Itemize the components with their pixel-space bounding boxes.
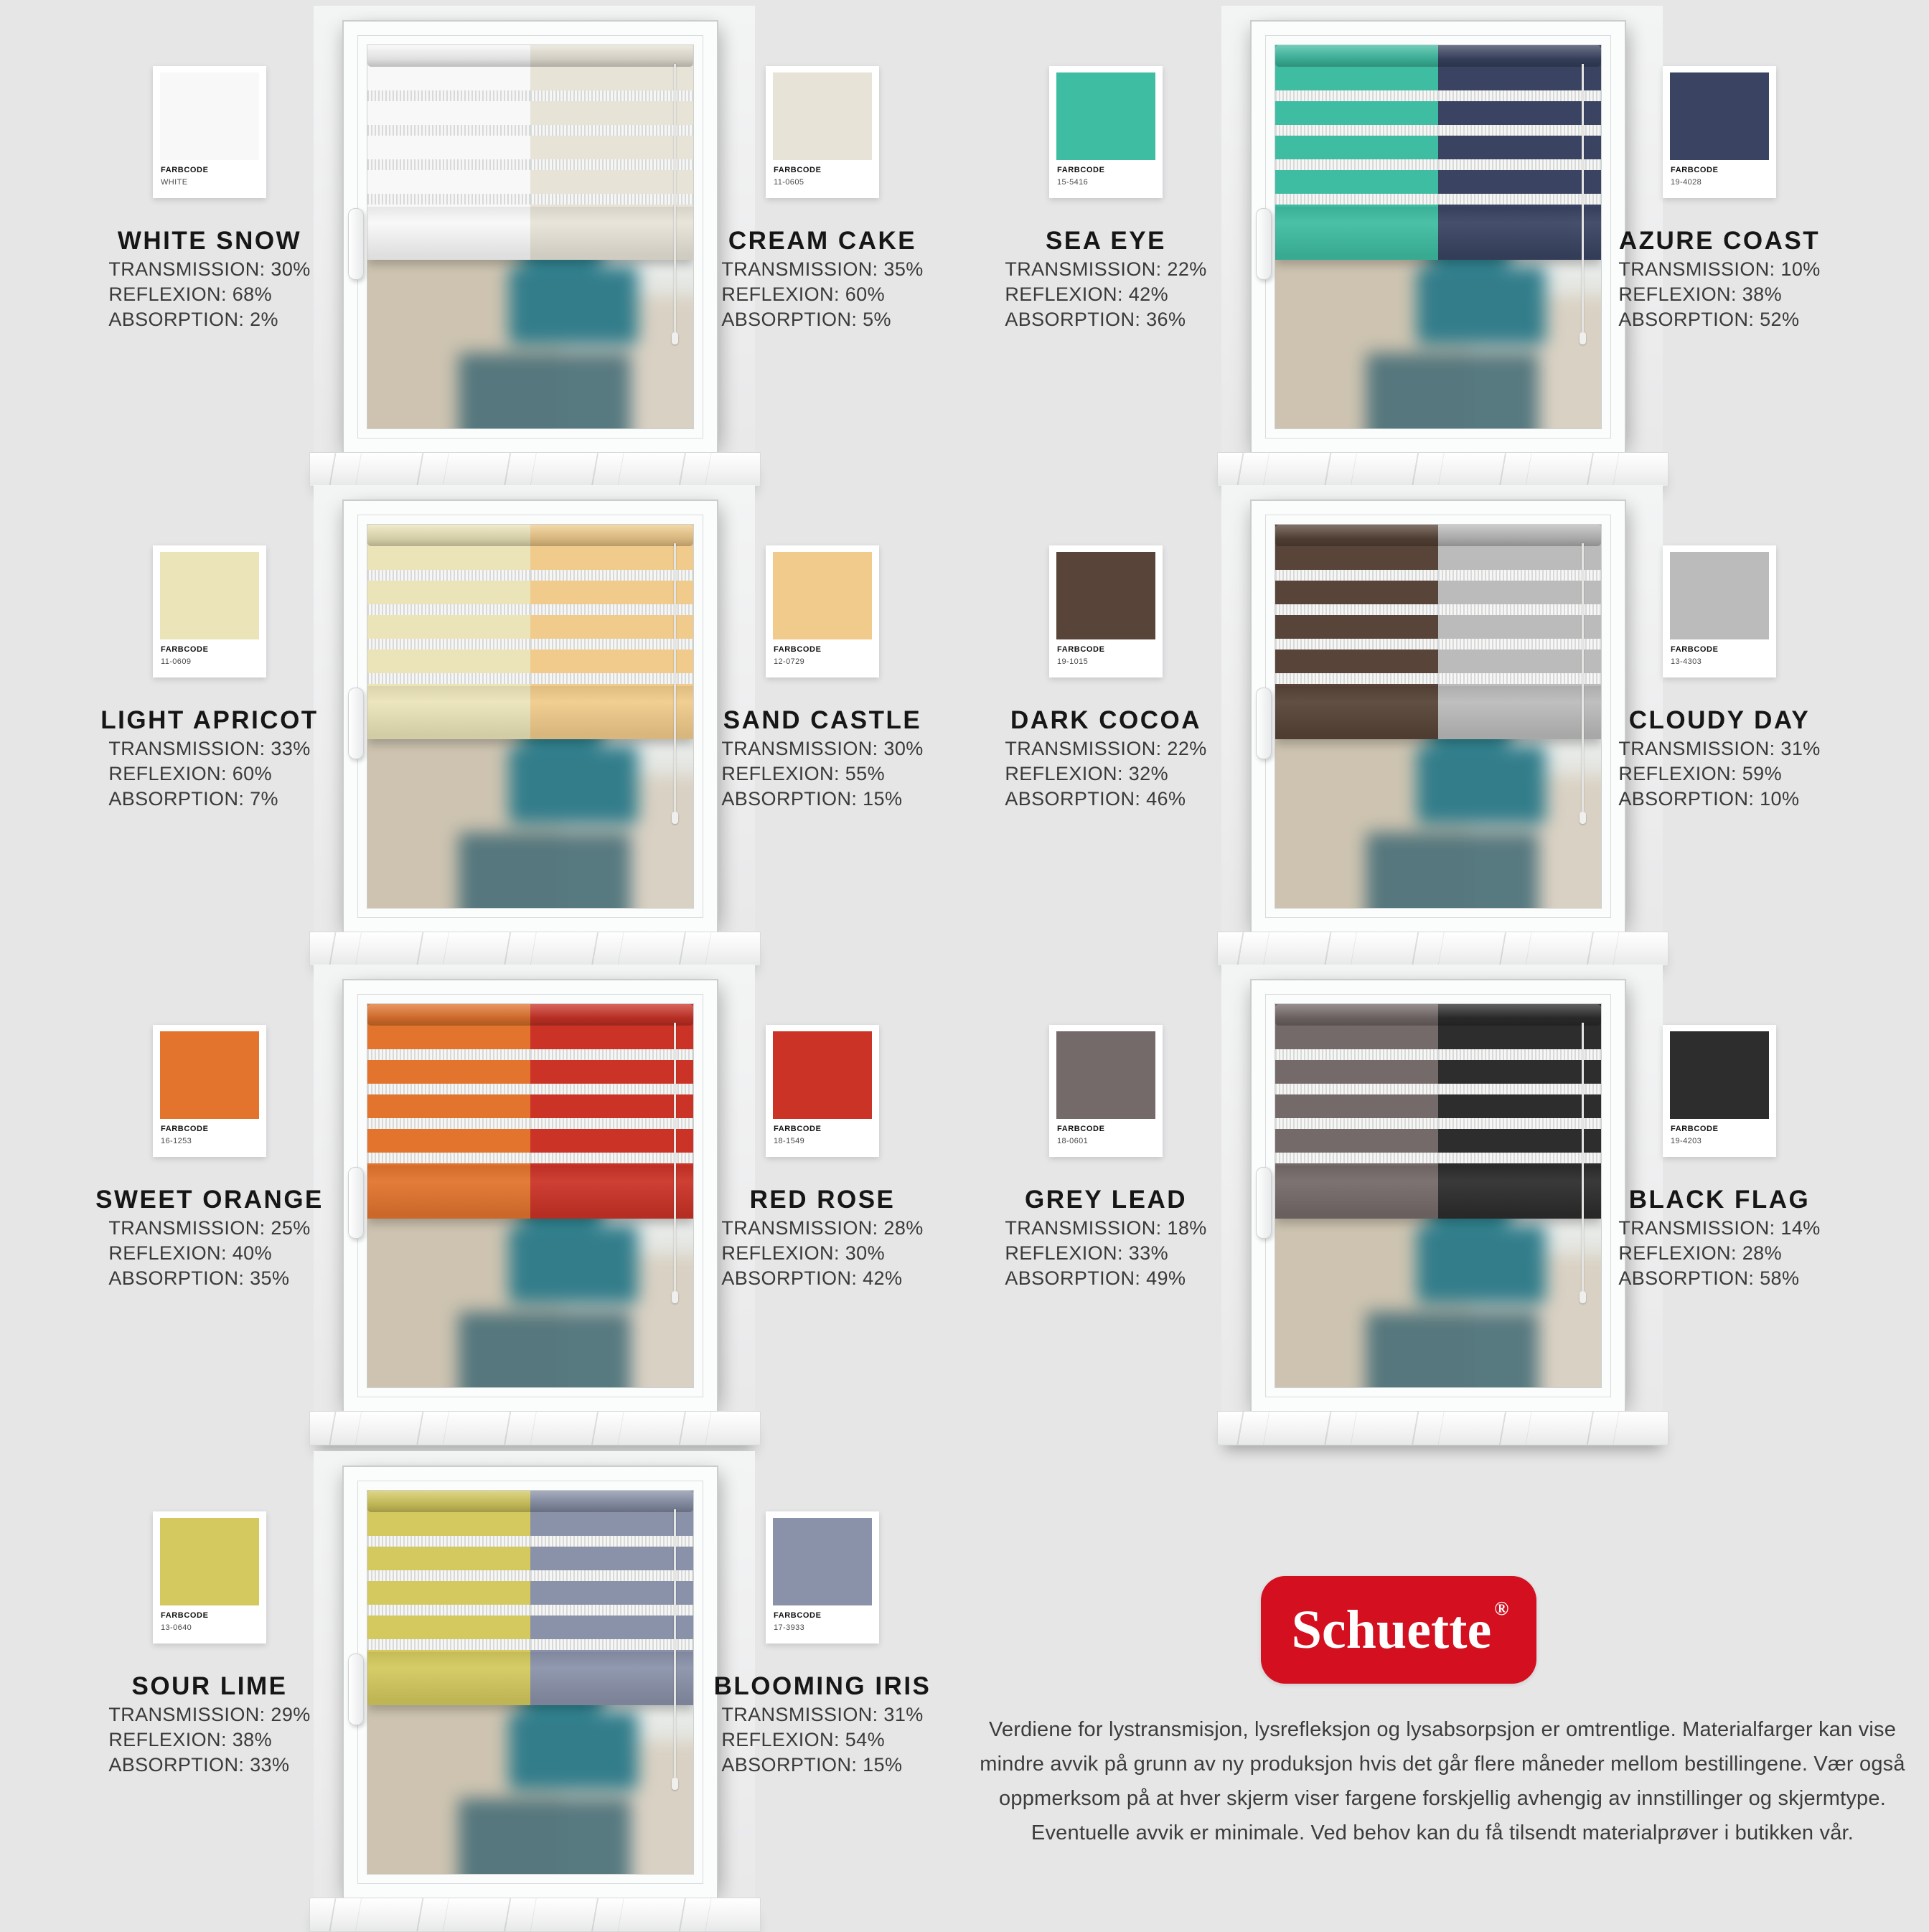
color-chip [1056, 72, 1155, 160]
reflexion-line: REFLEXION: 60% [108, 763, 272, 784]
schuette-logo [1261, 1576, 1536, 1684]
color-specs [1569, 257, 1870, 332]
color-specs [59, 257, 360, 332]
absorption-line: ABSORPTION: 42% [721, 1267, 903, 1289]
window-frame [342, 979, 718, 1412]
farbcode-label: FARBCODE [1671, 166, 1719, 174]
color-chip [160, 552, 259, 639]
color-chip [773, 1031, 872, 1119]
transmission-line: TRANSMISSION: 28% [721, 1217, 924, 1239]
farbcode-card [153, 66, 266, 198]
transmission-line: TRANSMISSION: 33% [108, 738, 311, 759]
color-entry-blooming-iris [672, 1445, 973, 1919]
transmission-line: TRANSMISSION: 25% [108, 1217, 311, 1239]
color-specs [1569, 1216, 1870, 1291]
color-entry-sand-castle [672, 479, 973, 953]
absorption-line: ABSORPTION: 33% [108, 1754, 290, 1776]
dome-base-shape [509, 1711, 638, 1790]
color-chip [773, 72, 872, 160]
color-entry-red-rose [672, 959, 973, 1432]
transmission-line: TRANSMISSION: 31% [721, 1704, 924, 1725]
blind-right-half [530, 1491, 693, 1705]
reflexion-line: REFLEXION: 30% [721, 1242, 885, 1264]
dome-base-shape [1417, 745, 1546, 824]
transmission-line: TRANSMISSION: 14% [1618, 1217, 1821, 1239]
farbcode-card [766, 1511, 879, 1643]
transmission-line: TRANSMISSION: 29% [108, 1704, 311, 1725]
color-chip [1670, 72, 1769, 160]
schuette-logo-text: Schuette [1291, 1599, 1492, 1660]
color-specs [672, 736, 973, 812]
farbcode-card [153, 1025, 266, 1157]
blind-left-half [367, 525, 530, 739]
farbcode-label: FARBCODE [1057, 1125, 1105, 1133]
farbcode-value: 11-0609 [161, 657, 192, 666]
dark-facade-shape [459, 1312, 631, 1388]
reflexion-line: REFLEXION: 54% [721, 1729, 885, 1750]
color-chip [773, 552, 872, 639]
farbcode-value: 13-0640 [161, 1623, 192, 1632]
farbcode-value: WHITE [161, 178, 188, 187]
farbcode-card [1663, 1025, 1776, 1157]
reflexion-line: REFLEXION: 33% [1005, 1242, 1168, 1264]
disclaimer-text: Verdiene for lystransmisjon, lysrefleksjon og lysabsorpsjon er omtrentlige. Materialfarger kan vise mindre avvik på grunn av ny produksjon hvis det går flere måneder mellom bestillingene. Vær også oppmerksom på at hver skjerm viser fargene forskjellig avhengig av innstillinger og skjermtype. Eventuelle avvik er minimale. Ved behov kan du få tilsendt materialprøver i butikken vår. [980, 1718, 1905, 1844]
color-chip [160, 72, 259, 160]
farbcode-label: FARBCODE [161, 645, 209, 654]
day-night-blind [367, 1491, 693, 1705]
farbcode-card [1049, 66, 1163, 198]
blind-right-half [530, 45, 693, 260]
farbcode-card [153, 545, 266, 677]
color-name: CREAM CAKE [728, 227, 917, 255]
absorption-line: ABSORPTION: 7% [108, 788, 278, 810]
farbcode-label: FARBCODE [774, 166, 822, 174]
blind-left-half [367, 45, 530, 260]
day-night-blind [1275, 1004, 1601, 1219]
reflexion-line: REFLEXION: 60% [721, 283, 885, 305]
color-entry-sour-lime [59, 1445, 360, 1919]
absorption-line: ABSORPTION: 49% [1005, 1267, 1186, 1289]
color-name: DARK COCOA [1010, 706, 1202, 734]
blind-left-half [1275, 45, 1438, 260]
color-entry-light-apricot [59, 479, 360, 953]
reflexion-line: REFLEXION: 68% [108, 283, 272, 305]
farbcode-value: 16-1253 [161, 1137, 192, 1145]
window-glass [1275, 524, 1602, 909]
absorption-line: ABSORPTION: 2% [108, 309, 278, 330]
transmission-line: TRANSMISSION: 18% [1005, 1217, 1207, 1239]
farbcode-value: 18-0601 [1057, 1137, 1089, 1145]
farbcode-label: FARBCODE [774, 1611, 822, 1620]
farbcode-value: 15-5416 [1057, 178, 1089, 187]
farbcode-label: FARBCODE [161, 166, 209, 174]
reflexion-line: REFLEXION: 40% [108, 1242, 272, 1264]
reflexion-line: REFLEXION: 55% [721, 763, 885, 784]
farbcode-card [766, 545, 879, 677]
window-glass [367, 524, 694, 909]
color-name: CLOUDY DAY [1628, 706, 1811, 734]
blind-left-half [1275, 525, 1438, 739]
color-entry-sweet-orange [59, 959, 360, 1432]
color-chip [160, 1031, 259, 1119]
farbcode-card [766, 66, 879, 198]
absorption-line: ABSORPTION: 46% [1005, 788, 1186, 810]
window-handle [1256, 1167, 1272, 1239]
reflexion-line: REFLEXION: 42% [1005, 283, 1168, 305]
color-entry-black-flag [1569, 959, 1870, 1432]
blind-left-half [367, 1004, 530, 1219]
absorption-line: ABSORPTION: 10% [1618, 788, 1800, 810]
farbcode-label: FARBCODE [1671, 645, 1719, 654]
color-specs [955, 257, 1257, 332]
window-frame [342, 1466, 718, 1899]
color-specs [955, 1216, 1257, 1291]
color-entry-dark-cocoa [955, 479, 1257, 953]
absorption-line: ABSORPTION: 58% [1618, 1267, 1800, 1289]
window-glass [367, 44, 694, 429]
window-frame [342, 500, 718, 933]
transmission-line: TRANSMISSION: 30% [108, 258, 311, 280]
color-name: LIGHT APRICOT [100, 706, 319, 734]
window-glass [1275, 44, 1602, 429]
transmission-line: TRANSMISSION: 10% [1618, 258, 1821, 280]
farbcode-value: 13-4303 [1671, 657, 1702, 666]
absorption-line: ABSORPTION: 15% [721, 1754, 903, 1776]
dome-base-shape [1417, 266, 1546, 344]
farbcode-value: 18-1549 [774, 1137, 805, 1145]
absorption-line: ABSORPTION: 35% [108, 1267, 290, 1289]
dark-facade-shape [1366, 353, 1539, 429]
farbcode-value: 19-4203 [1671, 1137, 1702, 1145]
color-name: BLACK FLAG [1628, 1186, 1811, 1214]
farbcode-label: FARBCODE [1671, 1125, 1719, 1133]
color-name: SWEET ORANGE [95, 1186, 324, 1214]
color-entry-cream-cake [672, 0, 973, 474]
window-glass [367, 1003, 694, 1388]
reflexion-line: REFLEXION: 59% [1618, 763, 1782, 784]
transmission-line: TRANSMISSION: 22% [1005, 258, 1207, 280]
farbcode-label: FARBCODE [1057, 166, 1105, 174]
reflexion-line: REFLEXION: 38% [108, 1729, 272, 1750]
reflexion-line: REFLEXION: 38% [1618, 283, 1782, 305]
window-frame [342, 20, 718, 454]
farbcode-label: FARBCODE [774, 1125, 822, 1133]
color-specs [955, 736, 1257, 812]
dark-facade-shape [459, 1799, 631, 1875]
farbcode-value: 19-4028 [1671, 178, 1702, 187]
reflexion-line: REFLEXION: 28% [1618, 1242, 1782, 1264]
color-specs [1569, 736, 1870, 812]
dark-facade-shape [459, 833, 631, 909]
farbcode-card [153, 1511, 266, 1643]
dome-base-shape [509, 745, 638, 824]
color-specs [59, 1702, 360, 1778]
dark-facade-shape [459, 353, 631, 429]
farbcode-card [1049, 1025, 1163, 1157]
window-handle [1256, 208, 1272, 280]
window-glass [1275, 1003, 1602, 1388]
color-chip [1056, 552, 1155, 639]
color-name: GREY LEAD [1024, 1186, 1188, 1214]
transmission-line: TRANSMISSION: 35% [721, 258, 924, 280]
window-handle [1256, 688, 1272, 759]
transmission-line: TRANSMISSION: 22% [1005, 738, 1207, 759]
transmission-line: TRANSMISSION: 31% [1618, 738, 1821, 759]
color-specs [59, 736, 360, 812]
color-specs [59, 1216, 360, 1291]
farbcode-label: FARBCODE [774, 645, 822, 654]
day-night-blind [367, 45, 693, 260]
dome-base-shape [509, 1224, 638, 1303]
farbcode-card [1663, 545, 1776, 677]
color-entry-sea-eye [955, 0, 1257, 474]
color-chip [1670, 1031, 1769, 1119]
absorption-line: ABSORPTION: 52% [1618, 309, 1800, 330]
transmission-line: TRANSMISSION: 30% [721, 738, 924, 759]
dome-base-shape [1417, 1224, 1546, 1303]
color-entry-white-snow [59, 0, 360, 474]
day-night-blind [1275, 45, 1601, 260]
reflexion-line: REFLEXION: 32% [1005, 763, 1168, 784]
farbcode-value: 12-0729 [774, 657, 805, 666]
color-name: SOUR LIME [131, 1672, 288, 1700]
color-chip [160, 1518, 259, 1605]
farbcode-label: FARBCODE [161, 1125, 209, 1133]
blind-right-half [530, 525, 693, 739]
color-specs [672, 257, 973, 332]
registered-mark-icon: ® [1494, 1597, 1509, 1619]
color-entry-cloudy-day [1569, 479, 1870, 953]
color-specs [672, 1702, 973, 1778]
color-name: BLOOMING IRIS [713, 1672, 931, 1700]
blind-left-half [367, 1491, 530, 1705]
dome-base-shape [509, 266, 638, 344]
color-name: RED ROSE [749, 1186, 896, 1214]
color-entry-azure-coast [1569, 0, 1870, 474]
farbcode-value: 11-0605 [774, 178, 804, 187]
farbcode-label: FARBCODE [161, 1611, 209, 1620]
farbcode-value: 17-3933 [774, 1623, 805, 1632]
farbcode-card [1049, 545, 1163, 677]
color-chip [1056, 1031, 1155, 1119]
color-name: SEA EYE [1046, 227, 1166, 255]
absorption-line: ABSORPTION: 15% [721, 788, 903, 810]
farbcode-card [766, 1025, 879, 1157]
window-glass [367, 1490, 694, 1875]
blind-left-half [1275, 1004, 1438, 1219]
day-night-blind [1275, 525, 1601, 739]
dark-facade-shape [1366, 833, 1539, 909]
absorption-line: ABSORPTION: 36% [1005, 309, 1186, 330]
dark-facade-shape [1366, 1312, 1539, 1388]
blind-right-half [530, 1004, 693, 1219]
color-name: WHITE SNOW [117, 227, 302, 255]
farbcode-label: FARBCODE [1057, 645, 1105, 654]
farbcode-value: 19-1015 [1057, 657, 1089, 666]
color-specs [672, 1216, 973, 1291]
color-name: AZURE COAST [1618, 227, 1821, 255]
day-night-blind [367, 1004, 693, 1219]
farbcode-card [1663, 66, 1776, 198]
color-name: SAND CASTLE [723, 706, 922, 734]
absorption-line: ABSORPTION: 5% [721, 309, 891, 330]
color-entry-grey-lead [955, 959, 1257, 1432]
color-chip [1670, 552, 1769, 639]
day-night-blind [367, 525, 693, 739]
color-chip [773, 1518, 872, 1605]
